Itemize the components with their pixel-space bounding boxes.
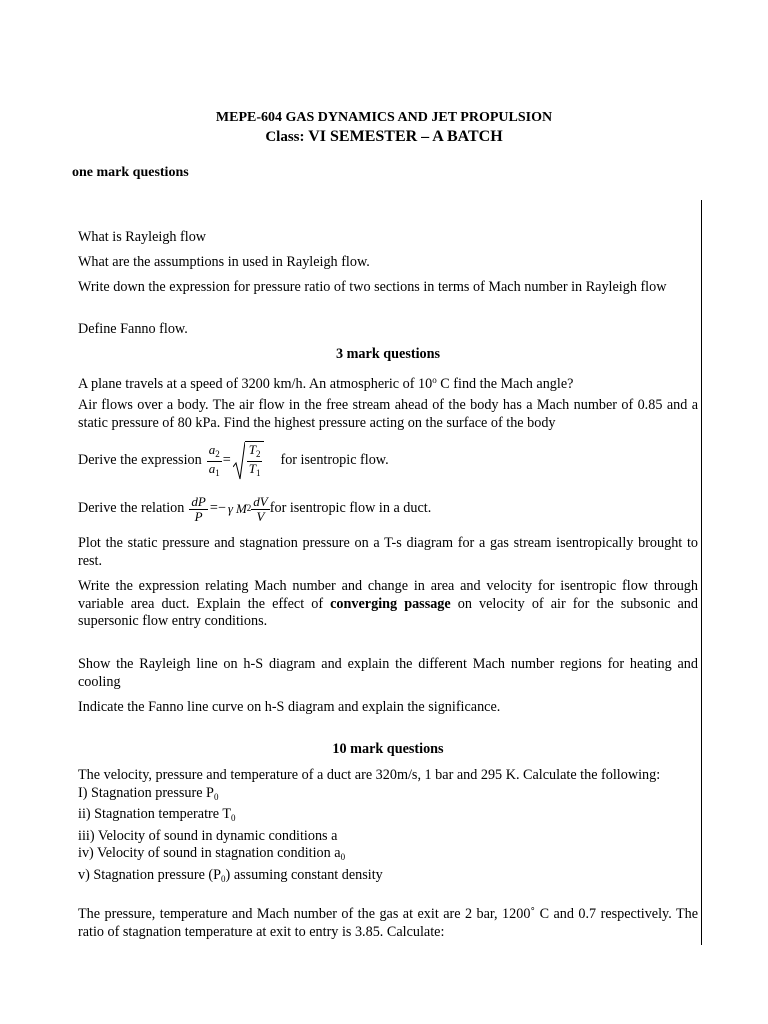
one-mark-question-2: What are the assumptions in used in Rayleigh flow. xyxy=(78,254,370,270)
three-mark-question-2: Air flows over a body. The air flow in the free stream ahead of the body has a Mach number of 0.85 and a static pressure of 80 kPa. Find the highest pressure acting on the surface of the body xyxy=(78,397,698,431)
q1-item-5: v) Stagnation pressure $(P_0)$ assuming constant density xyxy=(78,866,383,884)
three-mark-question-5: Plot the static pressure and stagnation pressure on a T-s diagram for a gas stream isentropically brought to rest. xyxy=(78,535,698,569)
equals-sign: = xyxy=(222,452,231,469)
margin-rule xyxy=(701,200,702,945)
velocity-fraction: $\frac{dV}{V}$ xyxy=(253,493,268,524)
class-line xyxy=(0,128,768,146)
course-title: MEPE-604 GAS DYNAMICS AND JET PROPULSION xyxy=(215,110,553,125)
q1-intro: The velocity, pressure and temperature of a duct are 320m/s, 1 bar and 295 K. Calculate the following: xyxy=(78,767,661,783)
degree-superscript: o xyxy=(432,375,437,385)
class-value: VI SEMESTER – A BATCH xyxy=(308,128,503,145)
one-mark-question-1: What is Rayleigh flow xyxy=(78,229,207,245)
ten-mark-question-1 xyxy=(78,767,698,888)
q1-item-3: iii) Velocity of sound in dynamic conditions a xyxy=(78,827,338,844)
three-mark-question-1 xyxy=(78,372,698,394)
equals-minus-sign: =− xyxy=(209,500,226,517)
ten-mark-question-2: The pressure, temperature and Mach number of the gas at exit are 2 bar, 1200˚ C and 0.7 respectively. The ratio of stagnation temperature at exit to entry is 3.85. Calculate: xyxy=(78,906,698,940)
q1-item-2: ii) Stagnation temperatre $T_0$ xyxy=(78,806,236,823)
three-mark-question-7: Show the Rayleigh line on h-S diagram and explain the different Mach number regions for heating and cooling xyxy=(78,656,698,690)
q6-text-pre: Write the expression relating Mach number and change in area and velocity for isentropic flow through variable area duct. Explain the effect of xyxy=(78,578,698,612)
gamma-symbol: γ xyxy=(227,501,233,517)
three-mark-question-6 xyxy=(78,578,698,631)
equation-speed-of-sound-ratio: $\frac{a_2}{a_1}$ xyxy=(208,441,220,478)
q3-text-post: for isentropic flow. xyxy=(280,452,389,469)
q4-text-post: for isentropic flow in a duct. xyxy=(269,500,432,517)
equation-pressure-velocity-relation: $\frac{dP}{P}$ xyxy=(191,493,206,524)
three-mark-question-8: Indicate the Fanno line curve on h-S diagram and explain the significance. xyxy=(78,699,501,715)
three-mark-question-3 xyxy=(78,438,698,484)
q1-text-post: C find the Mach angle? xyxy=(436,376,574,392)
one-mark-heading: one mark questions xyxy=(72,165,189,180)
square-root-icon: $\frac{T_2}{T_1}$ xyxy=(233,441,265,481)
q3-text-pre: Derive the expression xyxy=(78,452,202,469)
one-mark-question-4: Define Fanno flow. xyxy=(78,321,188,337)
three-mark-question-4 xyxy=(78,490,698,528)
three-mark-heading: 3 mark questions xyxy=(335,346,441,362)
ten-mark-heading: 10 mark questions xyxy=(332,741,444,757)
q1-text-pre: A plane travels at a speed of 3200 km/h. An atmospheric of 10 xyxy=(78,376,433,392)
q1-item-1: I) Stagnation pressure $P_0$ xyxy=(78,784,219,802)
q6-text-post: on velocity of air for the subsonic and supersonic flow entry conditions. xyxy=(78,595,698,629)
q1-item-4: iv) Velocity of sound in stagnation condition $a_0$ xyxy=(78,845,346,862)
one-mark-question-3: Write down the expression for pressure ratio of two sections in terms of Mach number in Rayleigh flow xyxy=(78,279,667,295)
q4-text-pre: Derive the relation xyxy=(78,500,185,517)
q6-bold-term: converging passage xyxy=(330,595,451,612)
mach-symbol: M xyxy=(235,501,247,517)
class-label: Class: xyxy=(265,129,305,145)
exponent: 2 xyxy=(246,503,252,514)
